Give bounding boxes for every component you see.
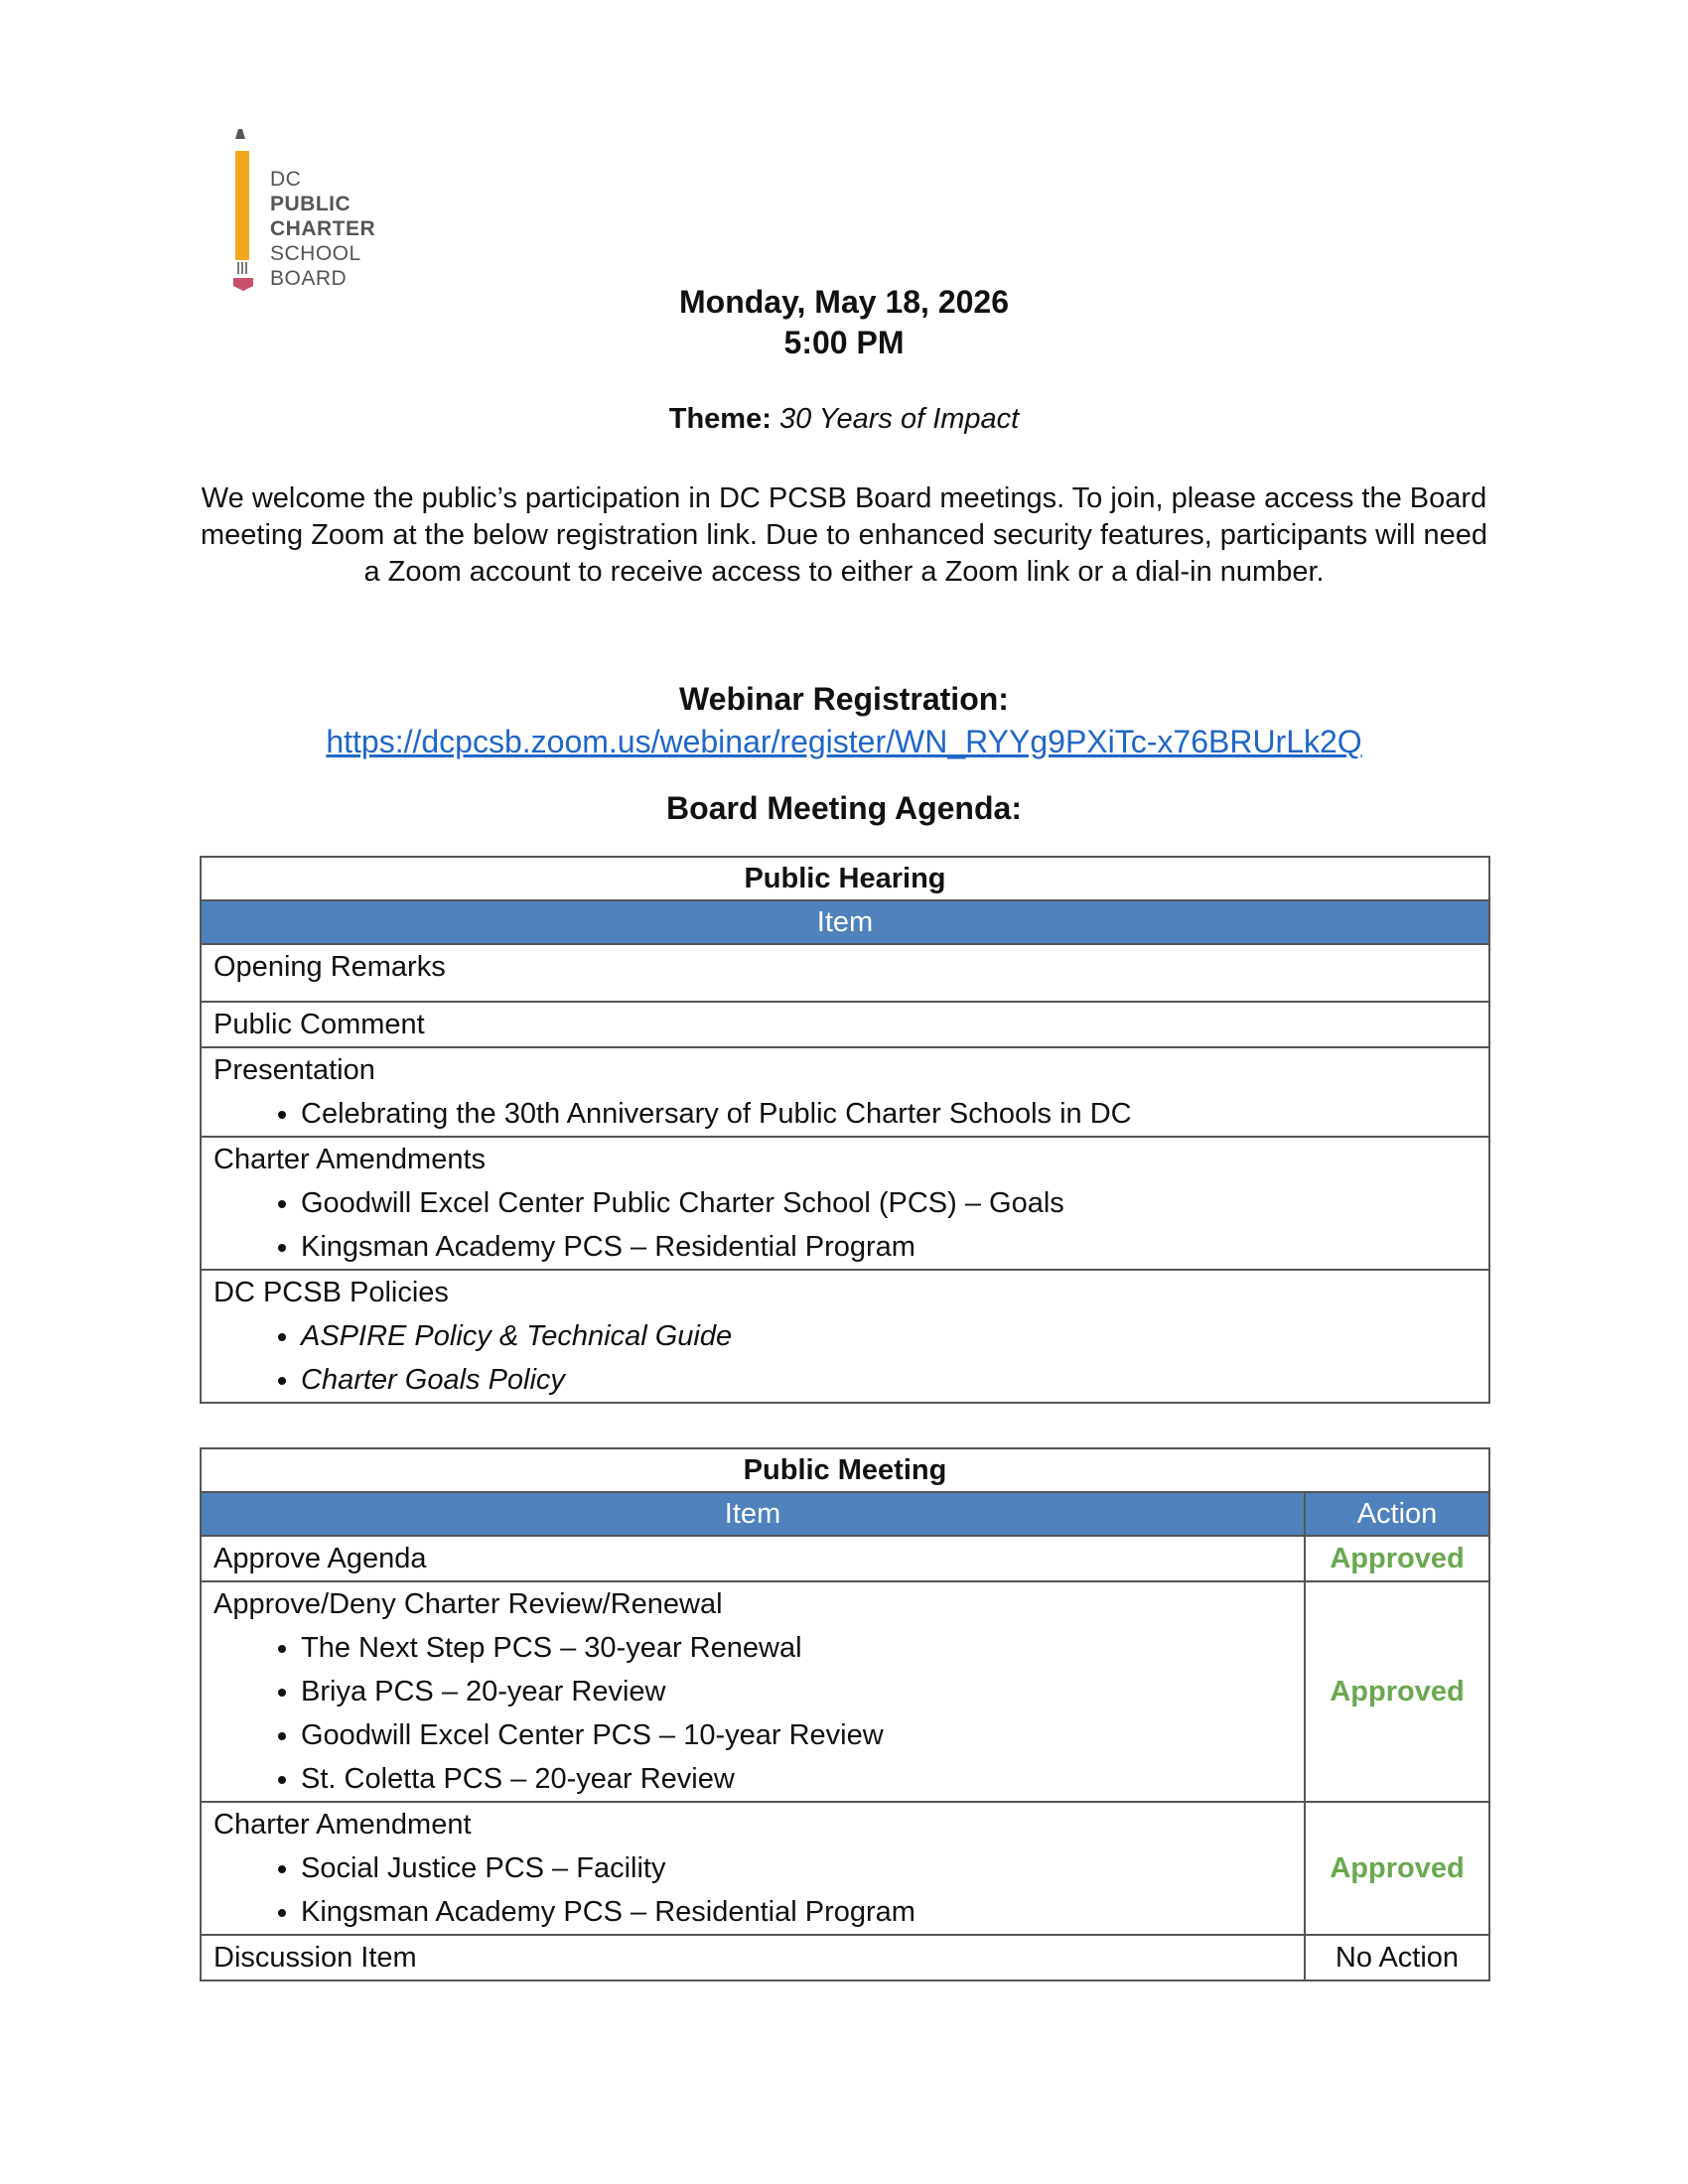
row-label: Approve Agenda — [201, 1536, 1305, 1581]
public-hearing-item-header: Item — [201, 900, 1489, 944]
theme-label: Theme: — [668, 403, 772, 435]
status-approved: Approved — [1305, 1536, 1489, 1581]
list-item: • Goodwill Excel Center PCS – 10-year Review — [301, 1713, 1292, 1757]
welcome-paragraph: We welcome the public’s participation in DC PCSB Board meetings. To join, please access the Board meeting Zoom at the below registration link. Due to enhanced security features, participants will need a Zoom account to receive access to either a Zoom link or a dial-in number. — [200, 482, 1488, 588]
table-row — [201, 1935, 1489, 1980]
logo-line-3: CHARTER — [270, 217, 376, 240]
list-item: • Kingsman Academy PCS – Residential Program — [301, 1225, 1477, 1269]
status-approved: Approved — [1305, 1581, 1489, 1802]
list-item: • St. Coletta PCS – 20-year Review — [301, 1757, 1292, 1801]
table-row — [201, 1002, 1489, 1047]
row-label: DC PCSB Policies — [213, 1277, 449, 1308]
logo-wordmark — [270, 167, 375, 291]
public-meeting-item-header: Item — [201, 1492, 1305, 1536]
logo-line-5: BOARD — [270, 267, 348, 290]
table-row — [201, 1581, 1489, 1802]
row-label: Charter Amendments — [213, 1144, 487, 1175]
public-hearing-title: Public Hearing — [201, 857, 1489, 900]
bullet-list — [213, 1181, 1477, 1269]
meeting-datetime — [0, 282, 1688, 363]
bullet-list — [213, 1626, 1292, 1801]
bullet-list — [213, 1314, 1477, 1402]
row-cell — [201, 1137, 1489, 1270]
table-row — [201, 1137, 1489, 1270]
row-label: Public Comment — [201, 1002, 1489, 1047]
meeting-time: 5:00 PM — [783, 325, 905, 360]
public-meeting-action-header: Action — [1305, 1492, 1489, 1536]
logo-line-2: PUBLIC — [270, 193, 352, 215]
meeting-date: Monday, May 18, 2026 — [679, 284, 1009, 320]
meeting-theme — [0, 403, 1688, 436]
public-meeting-table — [200, 1447, 1490, 1981]
list-item: • The Next Step PCS – 30-year Renewal — [301, 1626, 1292, 1670]
logo-line-4: SCHOOL — [270, 242, 361, 265]
pencil-logo-icon — [228, 129, 258, 298]
row-cell — [201, 1581, 1305, 1802]
list-item: • ASPIRE Policy & Technical Guide — [301, 1314, 1477, 1358]
row-label: Discussion Item — [201, 1935, 1305, 1980]
list-item: • Social Justice PCS – Facility — [301, 1846, 1292, 1890]
list-item: • Charter Goals Policy — [301, 1358, 1477, 1402]
theme-value: 30 Years of Impact — [778, 403, 1020, 435]
status-no-action: No Action — [1305, 1935, 1489, 1980]
row-cell — [201, 1802, 1305, 1935]
table-row — [201, 1270, 1489, 1403]
list-item: • Celebrating the 30th Anniversary of Public Charter Schools in DC — [301, 1092, 1477, 1136]
row-cell — [201, 1047, 1489, 1137]
row-label: Approve/Deny Charter Review/Renewal — [213, 1588, 723, 1620]
row-label: Opening Remarks — [201, 944, 1489, 1002]
list-item: • Kingsman Academy PCS – Residential Program — [301, 1890, 1292, 1934]
public-meeting-title: Public Meeting — [201, 1448, 1489, 1492]
logo-line-1: DC — [270, 168, 302, 191]
bullet-list — [213, 1846, 1292, 1934]
list-item: • Briya PCS – 20-year Review — [301, 1670, 1292, 1713]
table-row — [201, 944, 1489, 1002]
agenda-heading: Board Meeting Agenda: — [666, 790, 1022, 826]
table-row — [201, 1047, 1489, 1137]
status-approved: Approved — [1305, 1802, 1489, 1935]
row-label: Charter Amendment — [213, 1809, 472, 1841]
row-cell — [201, 1270, 1489, 1403]
row-label: Presentation — [213, 1054, 375, 1086]
webinar-heading: Webinar Registration: — [679, 681, 1009, 717]
bullet-list — [213, 1092, 1477, 1136]
table-row — [201, 1802, 1489, 1935]
list-item: • Goodwill Excel Center Public Charter School (PCS) – Goals — [301, 1181, 1477, 1225]
webinar-registration-link[interactable]: https://dcpcsb.zoom.us/webinar/register/WN_RYYg9PXiTc-x76BRUrLk2Q — [326, 724, 1362, 759]
dcpcsb-logo — [228, 129, 397, 298]
table-row — [201, 1536, 1489, 1581]
public-hearing-table — [200, 856, 1490, 1404]
